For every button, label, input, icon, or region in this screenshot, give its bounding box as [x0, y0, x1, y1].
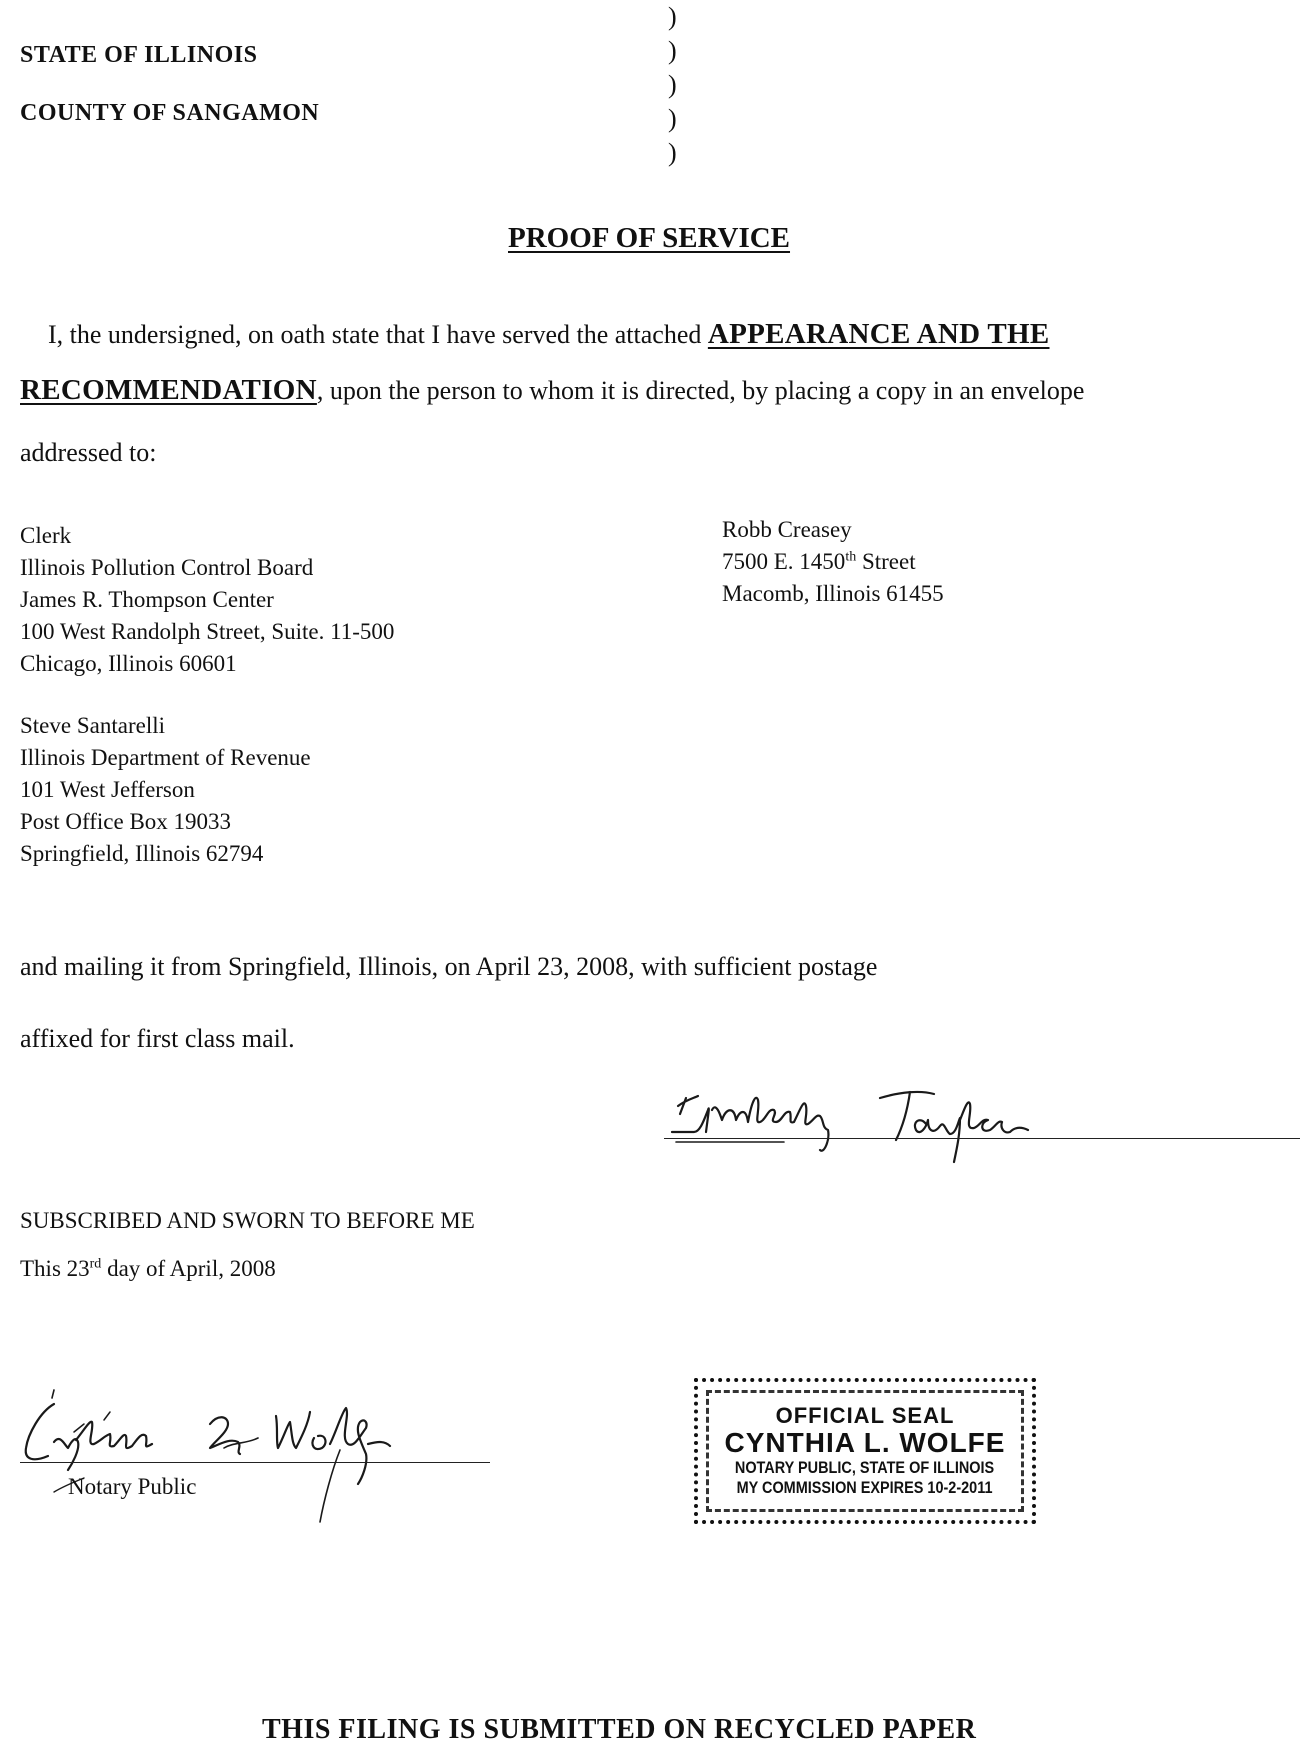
- mailing-line-2: affixed for first class mail.: [20, 1024, 295, 1053]
- caption-paren: ): [668, 138, 677, 167]
- address-line: Macomb, Illinois 61455: [722, 581, 944, 606]
- address-creasey: [722, 514, 944, 610]
- footer-notice: THIS FILING IS SUBMITTED ON RECYCLED PAPER: [262, 1714, 977, 1745]
- intro-line-3: addressed to:: [20, 438, 157, 467]
- caption-paren: ): [668, 70, 677, 99]
- document-title-1: APPEARANCE AND THE: [707, 318, 1050, 350]
- address-line: Robb Creasey: [722, 517, 852, 542]
- address-line: 7500 E. 1450th Street: [722, 549, 916, 574]
- document-title-2: RECOMMENDATION: [20, 374, 317, 406]
- intro-line-1: [48, 318, 1050, 351]
- address-line: Chicago, Illinois 60601: [20, 651, 237, 676]
- caption-county: COUNTY OF SANGAMON: [20, 100, 320, 126]
- seal-title: NOTARY PUBLIC, STATE OF ILLINOIS: [735, 1458, 995, 1477]
- address-line: James R. Thompson Center: [20, 587, 274, 612]
- notary-label: Notary Public: [68, 1474, 197, 1499]
- signature-line: [664, 1138, 1300, 1139]
- mailing-line-1: and mailing it from Springfield, Illinois, on April 23, 2008, with sufficient postage: [20, 952, 878, 981]
- notary-signature-line: [20, 1462, 490, 1463]
- address-line: 101 West Jefferson: [20, 777, 195, 802]
- official-seal-stamp: [694, 1378, 1036, 1524]
- seal-expiration: MY COMMISSION EXPIRES 10-2-2011: [737, 1478, 993, 1497]
- intro-line-2: [20, 374, 1084, 407]
- seal-name: CYNTHIA L. WOLFE: [724, 1427, 1006, 1458]
- address-line: Steve Santarelli: [20, 713, 165, 738]
- address-line: Post Office Box 19033: [20, 809, 232, 834]
- caption-paren: ): [668, 104, 677, 133]
- address-line: Illinois Department of Revenue: [20, 745, 311, 770]
- address-clerk: [20, 520, 394, 680]
- address-santarelli: [20, 710, 311, 870]
- seal-heading: OFFICIAL SEAL: [775, 1403, 955, 1428]
- address-line: Springfield, Illinois 62794: [20, 841, 264, 866]
- caption-paren: ): [668, 36, 677, 65]
- caption-state: STATE OF ILLINOIS: [20, 42, 258, 68]
- jurat-line-1: SUBSCRIBED AND SWORN TO BEFORE ME: [20, 1208, 475, 1233]
- page-title: PROOF OF SERVICE: [508, 222, 791, 254]
- jurat-line-2: This 23rd day of April, 2008: [20, 1256, 276, 1281]
- intro-part-1: I, the undersigned, on oath state that I have served the attached: [48, 320, 702, 349]
- address-line: Clerk: [20, 523, 72, 548]
- caption-paren: ): [668, 2, 677, 31]
- address-line: Illinois Pollution Control Board: [20, 555, 314, 580]
- affiant-signature: [664, 1080, 1304, 1180]
- seal-border: [706, 1390, 1024, 1512]
- intro-part-2: , upon the person to whom it is directed, by placing a copy in an envelope: [316, 376, 1085, 405]
- address-line: 100 West Randolph Street, Suite. 11-500: [20, 619, 395, 644]
